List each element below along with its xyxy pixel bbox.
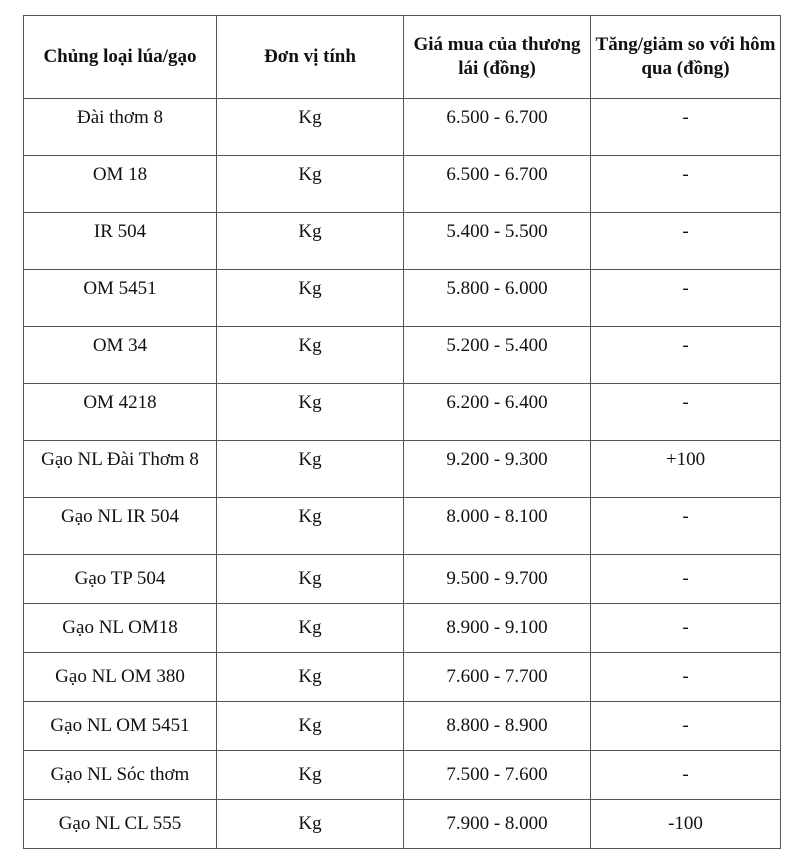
cell-price: 5.400 - 5.500 bbox=[404, 213, 591, 270]
cell-price: 6.500 - 6.700 bbox=[404, 99, 591, 156]
cell-change: - bbox=[591, 156, 781, 213]
cell-change: - bbox=[591, 751, 781, 800]
cell-variety: Gạo NL Đài Thơm 8 bbox=[24, 441, 217, 498]
cell-unit: Kg bbox=[217, 653, 404, 702]
cell-variety: OM 18 bbox=[24, 156, 217, 213]
cell-change: - bbox=[591, 384, 781, 441]
table-row bbox=[24, 384, 781, 441]
cell-change: - bbox=[591, 270, 781, 327]
cell-variety: OM 5451 bbox=[24, 270, 217, 327]
cell-variety: Gạo NL OM 380 bbox=[24, 653, 217, 702]
table-row bbox=[24, 498, 781, 555]
cell-change: - bbox=[591, 327, 781, 384]
header-unit: Đơn vị tính bbox=[217, 16, 404, 99]
table-row bbox=[24, 213, 781, 270]
cell-variety: Gạo NL OM 5451 bbox=[24, 702, 217, 751]
cell-unit: Kg bbox=[217, 270, 404, 327]
cell-change: - bbox=[591, 702, 781, 751]
cell-price: 8.900 - 9.100 bbox=[404, 604, 591, 653]
cell-unit: Kg bbox=[217, 751, 404, 800]
cell-price: 5.800 - 6.000 bbox=[404, 270, 591, 327]
cell-unit: Kg bbox=[217, 702, 404, 751]
cell-change: - bbox=[591, 213, 781, 270]
cell-price: 6.500 - 6.700 bbox=[404, 156, 591, 213]
cell-unit: Kg bbox=[217, 99, 404, 156]
header-variety: Chủng loại lúa/gạo bbox=[24, 16, 217, 99]
table-row bbox=[24, 270, 781, 327]
cell-unit: Kg bbox=[217, 498, 404, 555]
cell-variety: Gạo NL OM18 bbox=[24, 604, 217, 653]
cell-variety: OM 34 bbox=[24, 327, 217, 384]
header-change: Tăng/giảm so với hôm qua (đồng) bbox=[591, 16, 781, 99]
cell-variety: Gạo TP 504 bbox=[24, 555, 217, 604]
rice-price-table bbox=[23, 15, 781, 849]
cell-change: - bbox=[591, 555, 781, 604]
cell-unit: Kg bbox=[217, 604, 404, 653]
cell-variety: IR 504 bbox=[24, 213, 217, 270]
table-header-row bbox=[24, 16, 781, 99]
cell-change: -100 bbox=[591, 800, 781, 849]
cell-unit: Kg bbox=[217, 213, 404, 270]
table-row bbox=[24, 800, 781, 849]
cell-unit: Kg bbox=[217, 555, 404, 604]
cell-unit: Kg bbox=[217, 800, 404, 849]
cell-unit: Kg bbox=[217, 156, 404, 213]
cell-price: 8.800 - 8.900 bbox=[404, 702, 591, 751]
cell-unit: Kg bbox=[217, 441, 404, 498]
cell-variety: Đài thơm 8 bbox=[24, 99, 217, 156]
table-row bbox=[24, 441, 781, 498]
cell-price: 7.600 - 7.700 bbox=[404, 653, 591, 702]
table-row bbox=[24, 555, 781, 604]
table-row bbox=[24, 751, 781, 800]
cell-unit: Kg bbox=[217, 327, 404, 384]
cell-change: - bbox=[591, 99, 781, 156]
cell-unit: Kg bbox=[217, 384, 404, 441]
table-row bbox=[24, 653, 781, 702]
cell-price: 9.200 - 9.300 bbox=[404, 441, 591, 498]
cell-change: - bbox=[591, 604, 781, 653]
cell-variety: Gạo NL CL 555 bbox=[24, 800, 217, 849]
header-price: Giá mua của thương lái (đồng) bbox=[404, 16, 591, 99]
cell-variety: OM 4218 bbox=[24, 384, 217, 441]
cell-change: +100 bbox=[591, 441, 781, 498]
cell-price: 6.200 - 6.400 bbox=[404, 384, 591, 441]
cell-change: - bbox=[591, 498, 781, 555]
table-row bbox=[24, 327, 781, 384]
cell-price: 7.500 - 7.600 bbox=[404, 751, 591, 800]
table-row bbox=[24, 604, 781, 653]
cell-price: 9.500 - 9.700 bbox=[404, 555, 591, 604]
cell-price: 8.000 - 8.100 bbox=[404, 498, 591, 555]
cell-price: 7.900 - 8.000 bbox=[404, 800, 591, 849]
cell-price: 5.200 - 5.400 bbox=[404, 327, 591, 384]
cell-variety: Gạo NL IR 504 bbox=[24, 498, 217, 555]
cell-variety: Gạo NL Sóc thơm bbox=[24, 751, 217, 800]
table-row bbox=[24, 156, 781, 213]
cell-change: - bbox=[591, 653, 781, 702]
table-row bbox=[24, 99, 781, 156]
table-row bbox=[24, 702, 781, 751]
